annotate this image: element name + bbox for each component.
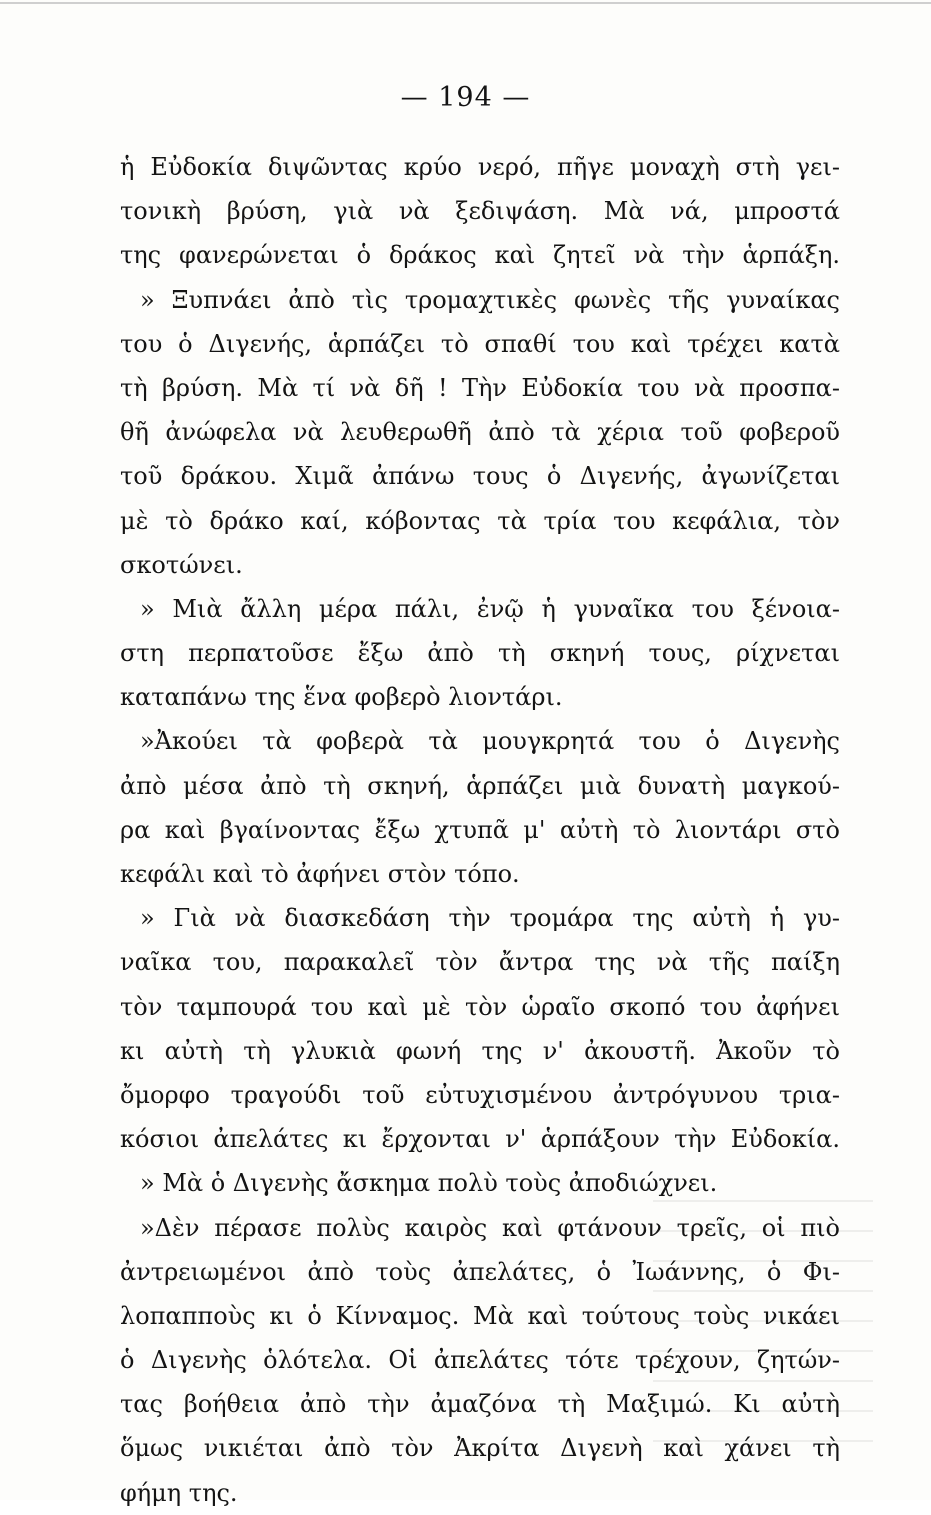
text-line: τας βοήθεια ἀπὸ τὴν ἀμαζόνα τὴ Μαξιμώ. Κι αὐτὴ: [120, 1390, 840, 1419]
text-line: κόσιοι ἀπελάτες κι ἔρχονται ν' ἁρπάξουν τὴν Εὐδοκία.: [120, 1125, 840, 1154]
page-top-edge: [0, 2, 931, 4]
text-line: »Ἀκούει τὰ φοβερὰ τὰ μουγκρητά του ὁ Διγενὴς: [140, 727, 840, 756]
text-line: ἡ Εὐδοκία διψῶντας κρύο νερό, πῆγε μοναχὴ στὴ γει-: [120, 153, 840, 181]
text-line: ρα καὶ βγαίνοντας ἔξω χτυπᾶ μ' αὐτὴ τὸ λιοντάρι στὸ: [120, 815, 840, 844]
text-line: κι αὐτὴ τὴ γλυκιὰ φωνή της ν' ἀκουστῆ. Ἀκοῦν τὸ: [120, 1036, 840, 1065]
body-text: [120, 145, 840, 1515]
text-line: ναῖκα του, παρακαλεῖ τὸν ἄντρα της νὰ τῆς παίξη: [120, 948, 840, 977]
text-line: φήμη της.: [120, 1478, 238, 1507]
text-line: ὄμορφο τραγούδι τοῦ εὐτυχισμένου ἀντρόγυνου τρια-: [120, 1080, 840, 1109]
text-line: κεφάλι καὶ τὸ ἀφήνει στὸν τόπο.: [120, 860, 520, 888]
text-line: μὲ τὸ δράκο καί, κόβοντας τὰ τρία του κεφάλια, τὸν: [120, 506, 840, 535]
text-line: καταπάνω της ἕνα φοβερὸ λιοντάρι.: [120, 683, 563, 712]
text-line: τοῦ δράκου. Χιμᾶ ἀπάνω τους ὁ Διγενής, ἀγωνίζεται: [120, 462, 840, 491]
text-line: του ὁ Διγενής, ἁρπάζει τὸ σπαθί του καὶ τρέχει κατὰ: [120, 329, 840, 358]
text-line: λοπαπποὺς κι ὁ Κίνναμος. Μὰ καὶ τούτους τοὺς νικάει: [120, 1301, 840, 1330]
text-line: ὁ Διγενὴς ὁλότελα. Οἱ ἀπελάτες τότε τρέχουν, ζητών-: [120, 1346, 840, 1375]
text-line: ἀπὸ μέσα ἀπὸ τὴ σκηνή, ἁρπάζει μιὰ δυνατὴ μαγκού-: [120, 771, 840, 800]
text-line: » Μὰ ὁ Διγενὴς ἄσκημα πολὺ τοὺς ἀποδιώχνει.: [140, 1169, 718, 1198]
text-line: τονικὴ βρύση, γιὰ νὰ ξεδιψάση. Μὰ νά, μπροστά: [120, 197, 840, 226]
page-number: — 194 —: [400, 82, 531, 113]
text-line: τὴ βρύση. Μὰ τί νὰ δῆ ! Τὴν Εὐδοκία του νὰ προσπα-: [120, 373, 840, 402]
text-line: της φανερώνεται ὁ δράκος καὶ ζητεῖ νὰ τὴν ἁρπάξη.: [120, 241, 840, 270]
text-line: » Μιὰ ἄλλη μέρα πάλι, ἐνῷ ἡ γυναῖκα του ξένοια-: [140, 594, 840, 623]
text-line: »Δὲν πέρασε πολὺς καιρὸς καὶ φτάνουν τρεῖς, οἱ πιὸ: [140, 1213, 840, 1242]
text-line: σκοτώνει.: [120, 550, 243, 579]
text-line: ὅμως νικιέται ἀπὸ τὸν Ἀκρίτα Διγενὴ καὶ χάνει τὴ: [120, 1434, 840, 1463]
text-line: ἀντρειωμένοι ἀπὸ τοὺς ἀπελάτες, ὁ Ἰωάννης, ὁ Φι-: [120, 1257, 840, 1286]
text-line: τὸν ταμπουρά του καὶ μὲ τὸν ὡραῖο σκοπό του ἀφήνει: [120, 992, 840, 1021]
text-line: θῆ ἀνώφελα νὰ λευθερωθῆ ἀπὸ τὰ χέρια τοῦ φοβεροῦ: [120, 418, 840, 447]
text-line: » Γιὰ νὰ διασκεδάση τὴν τρομάρα της αὐτὴ ἡ γυ-: [140, 904, 840, 933]
text-line: » Ξυπνάει ἀπὸ τὶς τρομαχτικὲς φωνὲς τῆς γυναίκας: [140, 285, 840, 314]
text-line: στη περπατοῦσε ἔξω ἀπὸ τὴ σκηνή τους, ρίχνεται: [120, 639, 840, 668]
